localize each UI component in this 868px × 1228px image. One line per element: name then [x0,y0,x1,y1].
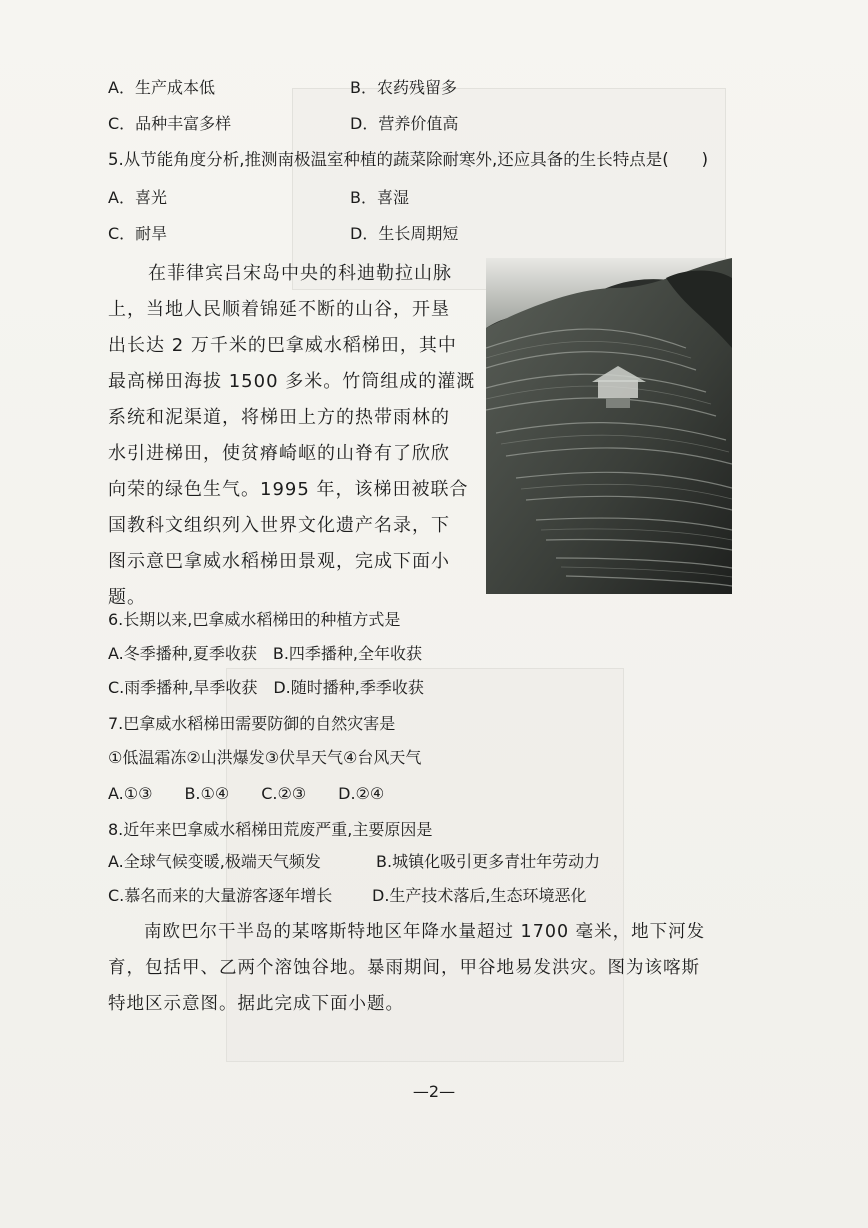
q6-options-row2: C.雨季播种,旱季收获 D.随时播种,季季收获 [108,678,424,697]
q5-stem: 5.从节能角度分析,推测南极温室种植的蔬菜除耐寒外,还应具备的生长特点是( ) [108,150,709,169]
q8-option-a: A.全球气候变暖,极端天气频发 [108,852,321,871]
q4-option-d: D．营养价值高 [350,114,459,133]
passage-line: 题。 [108,587,146,608]
passage-line: 向荣的绿色生气。1995 年，该梯田被联合 [108,479,469,500]
q8-option-c: C.慕名而来的大量游客逐年增长 [108,886,333,905]
terraces-illustration [486,258,732,594]
passage-line: 育，包括甲、乙两个溶蚀谷地。暴雨期间，甲谷地易发洪灾。图为该喀斯 [108,958,700,978]
passage-line: 在菲律宾吕宋岛中央的科迪勒拉山脉 [148,263,452,284]
q8-stem: 8.近年来巴拿威水稻梯田荒废严重,主要原因是 [108,820,433,839]
q5-option-c: C．耐旱 [108,224,168,243]
q8-option-d: D.生产技术落后,生态环境恶化 [372,886,587,905]
passage-line: 上，当地人民顺着锦延不断的山谷，开垦 [108,299,450,320]
q6-options-row1: A.冬季播种,夏季收获 B.四季播种,全年收获 [108,644,422,663]
q7-items: ①低温霜冻②山洪爆发③伏旱天气④台风天气 [108,748,422,767]
passage-line: 特地区示意图。据此完成下面小题。 [108,994,404,1014]
passage-line: 国教科文组织列入世界文化遗产名录，下 [108,515,450,536]
q7-options: A.①③ B.①④ C.②③ D.②④ [108,784,385,803]
q6-stem: 6.长期以来,巴拿威水稻梯田的种植方式是 [108,610,401,629]
passage-line: 最高梯田海拔 1500 多米。竹筒组成的灌溉 [108,371,476,392]
passage-line: 水引进梯田，使贫瘠崎岖的山脊有了欣欣 [108,443,450,464]
passage-karst [108,914,758,1022]
passage-line: 南欧巴尔干半岛的某喀斯特地区年降水量超过 1700 毫米，地下河发 [144,922,706,942]
q4-option-c: C．品种丰富多样 [108,114,232,133]
q4-option-a: A．生产成本低 [108,78,215,97]
page-number: —2— [412,1082,456,1101]
q8-option-b: B.城镇化吸引更多青壮年劳动力 [376,852,601,871]
q5-option-a: A．喜光 [108,188,167,207]
q7-stem: 7.巴拿威水稻梯田需要防御的自然灾害是 [108,714,396,733]
passage-rice-terraces [108,256,478,616]
passage-line: 系统和泥渠道，将梯田上方的热带雨林的 [108,407,450,428]
q4-option-b: B．农药残留多 [350,78,457,97]
passage-line: 图示意巴拿威水稻梯田景观，完成下面小 [108,551,450,572]
q5-option-b: B．喜湿 [350,188,409,207]
passage-line: 出长达 2 万千米的巴拿威水稻梯田，其中 [108,335,457,356]
rice-terraces-photo [486,258,732,594]
q5-option-d: D．生长周期短 [350,224,459,243]
